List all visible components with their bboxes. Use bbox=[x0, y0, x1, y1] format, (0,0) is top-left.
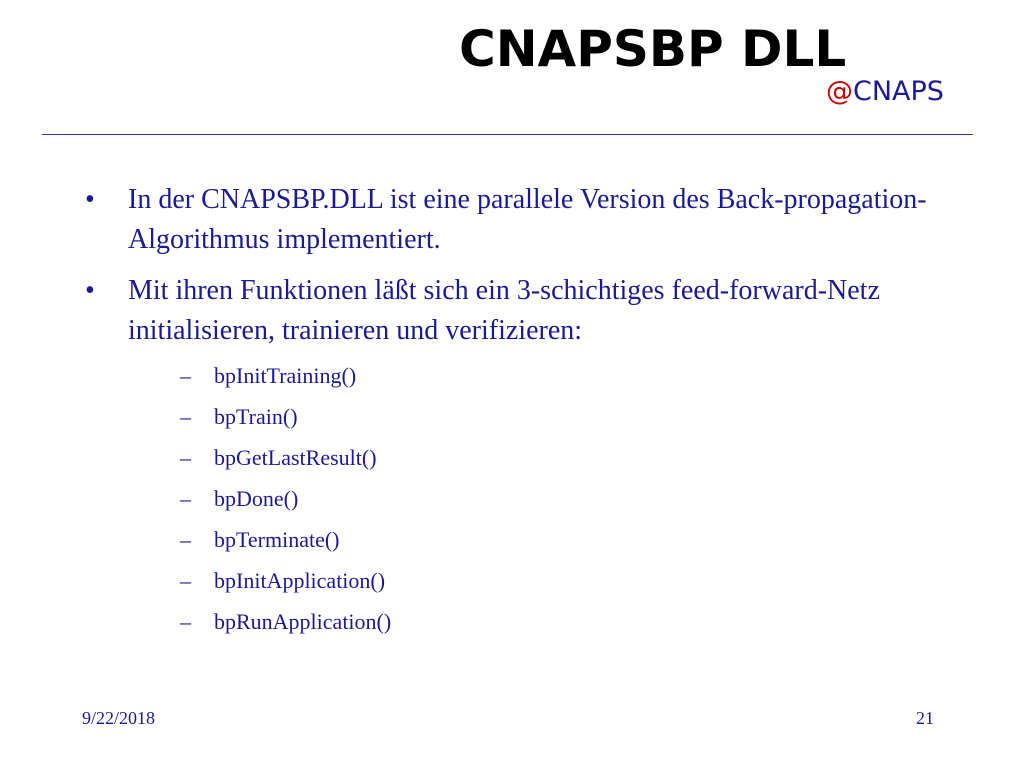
footer-date: 9/22/2018 bbox=[82, 708, 156, 728]
function-name: bpInitApplication() bbox=[214, 568, 386, 593]
bullet-list bbox=[85, 180, 985, 653]
dash-icon: – bbox=[180, 568, 191, 593]
function-item bbox=[128, 601, 985, 642]
slide-subtitle bbox=[826, 78, 944, 105]
function-item bbox=[128, 355, 985, 396]
bullet-dot-icon: • bbox=[85, 184, 95, 215]
page-number: 21 bbox=[916, 708, 934, 728]
function-name: bpDone() bbox=[214, 486, 299, 511]
dash-icon: – bbox=[180, 404, 191, 429]
bullet-item bbox=[85, 271, 985, 642]
function-item bbox=[128, 560, 985, 601]
slide-title: CNAPSBP DLL bbox=[459, 20, 847, 78]
function-item bbox=[128, 478, 985, 519]
function-name: bpGetLastResult() bbox=[214, 445, 377, 470]
subtitle-text: CNAPS bbox=[853, 76, 944, 107]
title-divider bbox=[42, 134, 973, 135]
dash-icon: – bbox=[180, 363, 191, 388]
function-item bbox=[128, 437, 985, 478]
bullet-item bbox=[85, 180, 985, 260]
dash-icon: – bbox=[180, 527, 191, 552]
function-item bbox=[128, 396, 985, 437]
function-name: bpInitTraining() bbox=[214, 363, 357, 388]
function-name: bpTrain() bbox=[214, 404, 298, 429]
dash-icon: – bbox=[180, 445, 191, 470]
function-name: bpTerminate() bbox=[214, 527, 340, 552]
dash-icon: – bbox=[180, 609, 191, 634]
function-item bbox=[128, 519, 985, 560]
function-name: bpRunApplication() bbox=[214, 609, 392, 634]
bullet-dot-icon: • bbox=[85, 275, 95, 306]
bullet-text: Mit ihren Funktionen läßt sich ein 3-schichtiges feed-forward-Netz initialisieren, trainieren und verifizieren: bbox=[128, 275, 880, 346]
bullet-text: In der CNAPSBP.DLL ist eine parallele Version des Back-propagation-Algorithmus implementiert. bbox=[128, 184, 927, 255]
function-list bbox=[128, 355, 985, 642]
at-sign: @ bbox=[826, 76, 853, 107]
dash-icon: – bbox=[180, 486, 191, 511]
